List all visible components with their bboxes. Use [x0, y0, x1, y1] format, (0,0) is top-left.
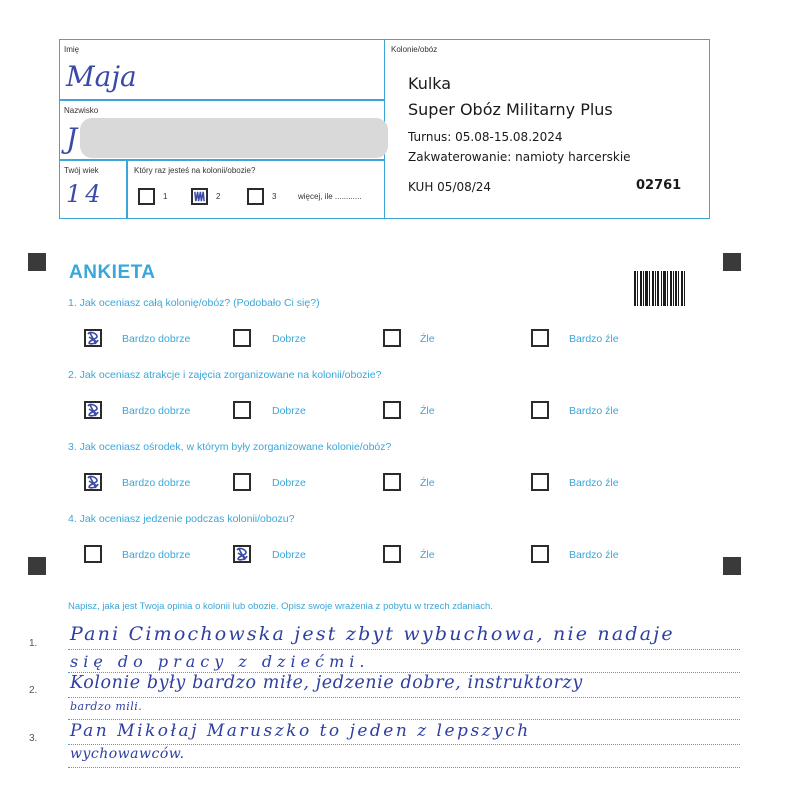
rating-option-label: Bardzo dobrze — [122, 477, 191, 489]
survey-question-3: 3. Jak oceniasz ośrodek, w którym były zorganizowane kolonie/obóz? — [68, 441, 392, 453]
rating-option-label: Bardzo dobrze — [122, 333, 191, 345]
alignment-marker — [723, 557, 741, 575]
answer-line-6[interactable]: wychowawców. — [70, 746, 185, 762]
last-name-label: Nazwisko — [64, 106, 99, 115]
survey-question-2: 2. Jak oceniasz atrakcje i zajęcia zorganizowane na kolonii/obozie? — [68, 369, 382, 381]
alignment-marker — [723, 253, 741, 271]
rating-option-label: Bardzo źle — [569, 549, 619, 561]
visit-count-label: Który raz jesteś na kolonii/obozie? — [134, 166, 256, 175]
answer-line-3[interactable]: Kolonie były bardzo miłe, jedzenie dobre, instruktorzy — [70, 673, 583, 693]
rating-option-label: Bardzo źle — [569, 333, 619, 345]
opinion-instruction: Napisz, jaka jest Twoja opinia o kolonii lub obozie. Opisz swoje wrażenia z pobytu w trzech zdaniach. — [68, 601, 493, 612]
answer-line-5[interactable]: Pan Mikołaj Maruszko to jeden z lepszych — [70, 721, 531, 741]
scribble-mark-icon — [193, 190, 206, 203]
writing-line — [68, 697, 740, 698]
line-number-1: 1. — [29, 638, 38, 649]
first-name-value[interactable]: Maja — [66, 60, 137, 93]
rating-option-label: Źle — [420, 333, 435, 345]
rating-option-label: Dobrze — [272, 477, 306, 489]
camp-label: Kolonie/obóz — [391, 45, 438, 54]
rating-option-label: Bardzo dobrze — [122, 549, 191, 561]
alignment-marker — [28, 557, 46, 575]
divider — [59, 99, 385, 101]
scribble-mark-icon — [86, 475, 100, 489]
writing-line — [68, 767, 740, 768]
scribble-mark-icon — [86, 331, 100, 345]
answer-line-1[interactable]: Pani Cimochowska jest zbyt wybuchowa, nie nadaje — [70, 623, 675, 645]
visit-count-option-3: 3 — [272, 192, 277, 201]
rating-option-label: Dobrze — [272, 405, 306, 417]
visit-count-checkbox-3[interactable] — [247, 188, 264, 205]
rating-checkbox-q2-opt1[interactable] — [84, 401, 102, 419]
writing-line — [68, 649, 740, 650]
visit-count-option-more: więcej, ile ............ — [298, 192, 362, 201]
camp-accommodation: Zakwaterowanie: namioty harcerskie — [408, 150, 631, 164]
line-number-2: 2. — [29, 685, 38, 696]
answer-line-4[interactable]: bardzo mili. — [70, 700, 143, 713]
rating-checkbox-q4-opt1[interactable] — [84, 545, 102, 563]
rating-option-label: Źle — [420, 405, 435, 417]
first-name-label: Imię — [64, 45, 80, 54]
redaction-bar — [80, 118, 388, 158]
age-value[interactable]: 14 — [66, 180, 105, 208]
form-number: 02761 — [636, 178, 682, 193]
rating-checkbox-q2-opt4[interactable] — [531, 401, 549, 419]
rating-checkbox-q4-opt3[interactable] — [383, 545, 401, 563]
rating-checkbox-q2-opt2[interactable] — [233, 401, 251, 419]
last-name-value[interactable]: J — [66, 122, 78, 155]
survey-question-1: 1. Jak oceniasz całą kolonię/obóz? (Podobało Ci się?) — [68, 297, 320, 309]
rating-checkbox-q3-opt1[interactable] — [84, 473, 102, 491]
rating-checkbox-q4-opt2[interactable] — [233, 545, 251, 563]
camp-turnus: Turnus: 05.08-15.08.2024 — [408, 130, 563, 144]
age-label: Twój wiek — [64, 166, 99, 175]
answer-line-2[interactable]: się do pracy z dziećmi. — [70, 652, 370, 671]
rating-option-label: Dobrze — [272, 549, 306, 561]
rating-option-label: Bardzo źle — [569, 477, 619, 489]
rating-checkbox-q4-opt4[interactable] — [531, 545, 549, 563]
rating-checkbox-q2-opt3[interactable] — [383, 401, 401, 419]
writing-line — [68, 744, 740, 745]
rating-option-label: Bardzo źle — [569, 405, 619, 417]
rating-checkbox-q1-opt4[interactable] — [531, 329, 549, 347]
scribble-mark-icon — [235, 547, 249, 561]
rating-option-label: Źle — [420, 477, 435, 489]
visit-count-option-2: 2 — [216, 192, 221, 201]
rating-checkbox-q1-opt3[interactable] — [383, 329, 401, 347]
camp-program: Super Obóz Militarny Plus — [408, 100, 613, 119]
visit-count-checkbox-2[interactable] — [191, 188, 208, 205]
divider — [59, 159, 385, 161]
rating-checkbox-q3-opt2[interactable] — [233, 473, 251, 491]
survey-title: ANKIETA — [69, 262, 156, 283]
survey-question-4: 4. Jak oceniasz jedzenie podczas kolonii/obozu? — [68, 513, 295, 525]
camp-code: KUH 05/08/24 — [408, 180, 492, 194]
visit-count-option-1: 1 — [163, 192, 168, 201]
visit-count-checkbox-1[interactable] — [138, 188, 155, 205]
rating-checkbox-q1-opt1[interactable] — [84, 329, 102, 347]
line-number-3: 3. — [29, 733, 38, 744]
rating-checkbox-q1-opt2[interactable] — [233, 329, 251, 347]
writing-line — [68, 719, 740, 720]
rating-option-label: Źle — [420, 549, 435, 561]
rating-option-label: Dobrze — [272, 333, 306, 345]
alignment-marker — [28, 253, 46, 271]
scribble-mark-icon — [86, 403, 100, 417]
barcode-icon — [634, 271, 685, 306]
rating-checkbox-q3-opt3[interactable] — [383, 473, 401, 491]
rating-checkbox-q3-opt4[interactable] — [531, 473, 549, 491]
rating-option-label: Bardzo dobrze — [122, 405, 191, 417]
divider — [126, 159, 128, 219]
camp-name: Kulka — [408, 74, 452, 93]
